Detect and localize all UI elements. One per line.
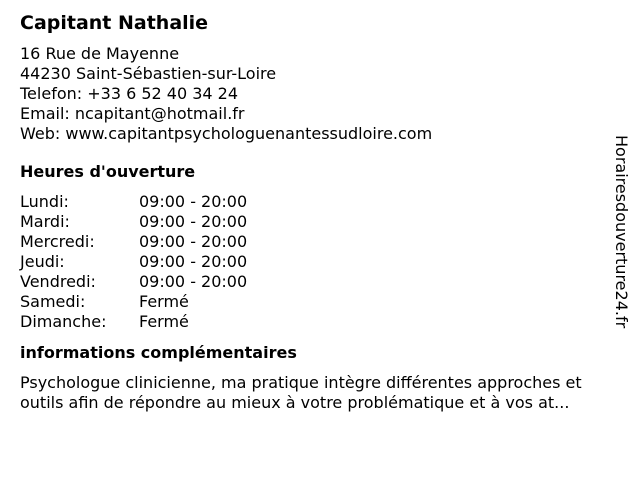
hours-row-tuesday [20,212,620,232]
hours-row-saturday [20,292,620,312]
day-label: Samedi: [20,292,86,311]
day-label: Mardi: [20,212,70,231]
hours-title: Heures d'ouverture [20,162,196,181]
hours-row-friday [20,272,620,292]
day-label: Dimanche: [20,312,107,331]
day-label: Lundi: [20,192,69,211]
day-hours: 09:00 - 20:00 [139,232,248,251]
hours-table [20,192,620,332]
email-line: Email: ncapitant@hotmail.fr [20,104,245,123]
web-line: Web: www.capitantpsychologuenantessudloire.com [20,124,433,143]
site-watermark: Horairesdouverture24.fr [612,135,631,329]
extra-info-description: Psychologue clinicienne, ma pratique intègre différentes approches et outils afin de répondre au mieux à votre problématique et à vos at... [20,373,582,412]
day-hours: Fermé [139,292,189,311]
day-hours: Fermé [139,312,189,331]
hours-row-wednesday [20,232,620,252]
day-label: Mercredi: [20,232,95,251]
address-street: 16 Rue de Mayenne [20,44,180,63]
day-hours: 09:00 - 20:00 [139,212,248,231]
hours-row-monday [20,192,620,212]
address-city: 44230 Saint-Sébastien-sur-Loire [20,64,277,83]
business-card [20,10,620,413]
extra-info-title: informations complémentaires [20,343,297,362]
day-hours: 09:00 - 20:00 [139,192,248,211]
day-label: Vendredi: [20,272,96,291]
day-label: Jeudi: [20,252,65,271]
hours-row-sunday [20,312,620,332]
business-name: Capitant Nathalie [20,12,209,34]
hours-row-thursday [20,252,620,272]
day-hours: 09:00 - 20:00 [139,252,248,271]
day-hours: 09:00 - 20:00 [139,272,248,291]
phone-line: Telefon: +33 6 52 40 34 24 [20,84,239,103]
